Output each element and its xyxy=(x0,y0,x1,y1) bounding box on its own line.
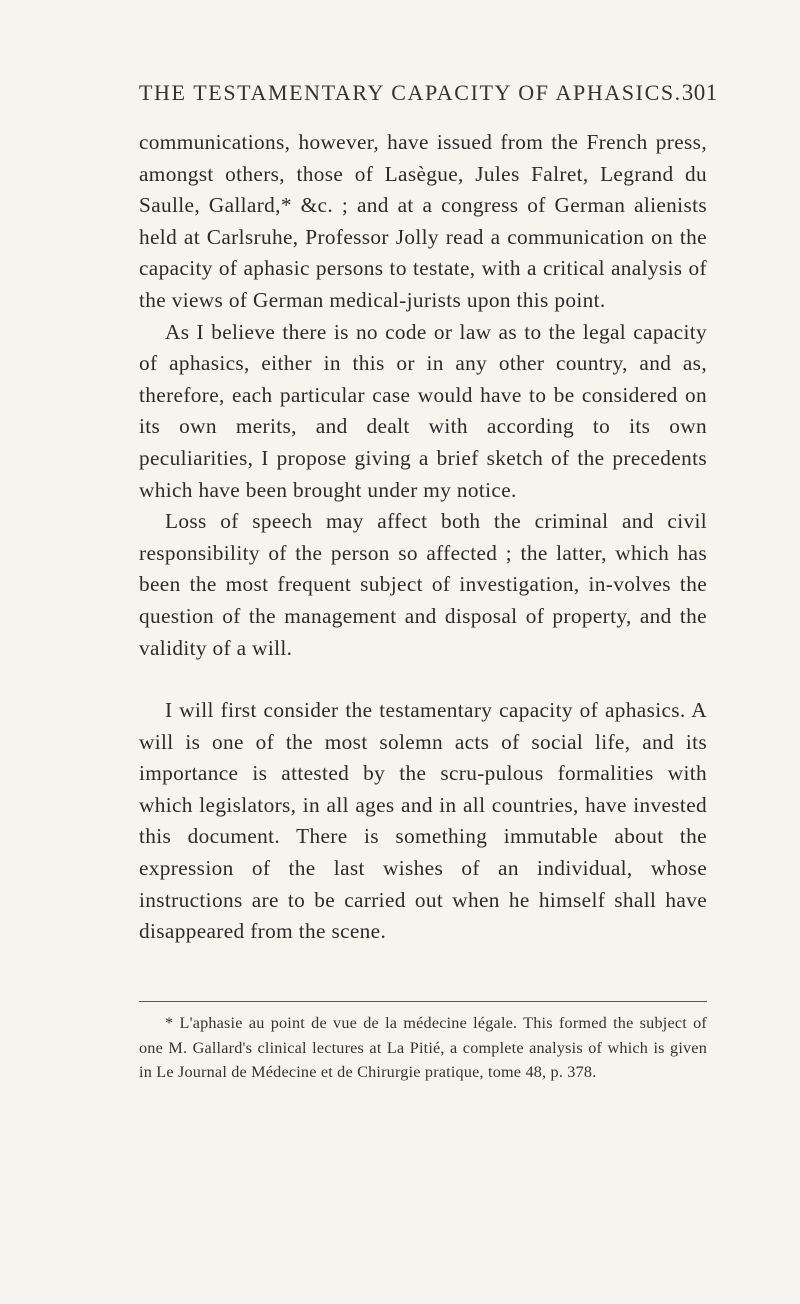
footnote xyxy=(139,1011,707,1085)
paragraph-loss-of-speech: Loss of speech may affect both the criminal and civil responsibility of the person so affected ; the latter, which has been the most frequent subject of investigation, in-volves the question of the management and disposal of property, and the validity of a will. xyxy=(139,509,707,660)
page-number: 301 xyxy=(681,80,718,105)
paragraph-continued: communications, however, have issued from the French press, amongst others, those of Lasègue, Jules Falret, Legrand du Saulle, Gallard,* &c. ; and at a congress of German alienists held at Carlsruhe, Professor Jolly read a communication on the capacity of aphasic persons to testate, with a critical analysis of the views of German medical-jurists upon this point. xyxy=(139,130,707,312)
paragraph-legal-capacity: As I believe there is no code or law as to the legal capacity of aphasics, either in this or in any other country, and as, therefore, each particular case would have to be considered on its own merits, and dealt with according to its own peculiarities, I propose giving a brief sketch of the precedents which have been brought under my notice. xyxy=(139,319,707,502)
paragraph-testamentary-capacity: I will first consider the testamentary capacity of aphasics. A will is one of the most solemn acts of social life, and its importance is attested by the scru-pulous formalities with which legislators, in all ages and in all countries, have invested this document. There is something immutable about the expression of the last wishes of an individual, whose instructions are to be carried out when he himself shall have disappeared from the scene. xyxy=(139,698,707,944)
running-head-title: THE TESTAMENTARY CAPACITY OF APHASICS. xyxy=(139,80,682,105)
body-text xyxy=(139,127,707,948)
footnote-divider xyxy=(139,1001,707,1002)
footnote-text: * L'aphasie au point de vue de la médecine légale. This formed the subject of one M. Gallard's clinical lectures at La Pitié, a complete analysis of which is given in Le Journal de Médecine et de Chirurgie pratique, tome 48, p. 378. xyxy=(139,1014,707,1081)
running-head xyxy=(139,80,718,106)
